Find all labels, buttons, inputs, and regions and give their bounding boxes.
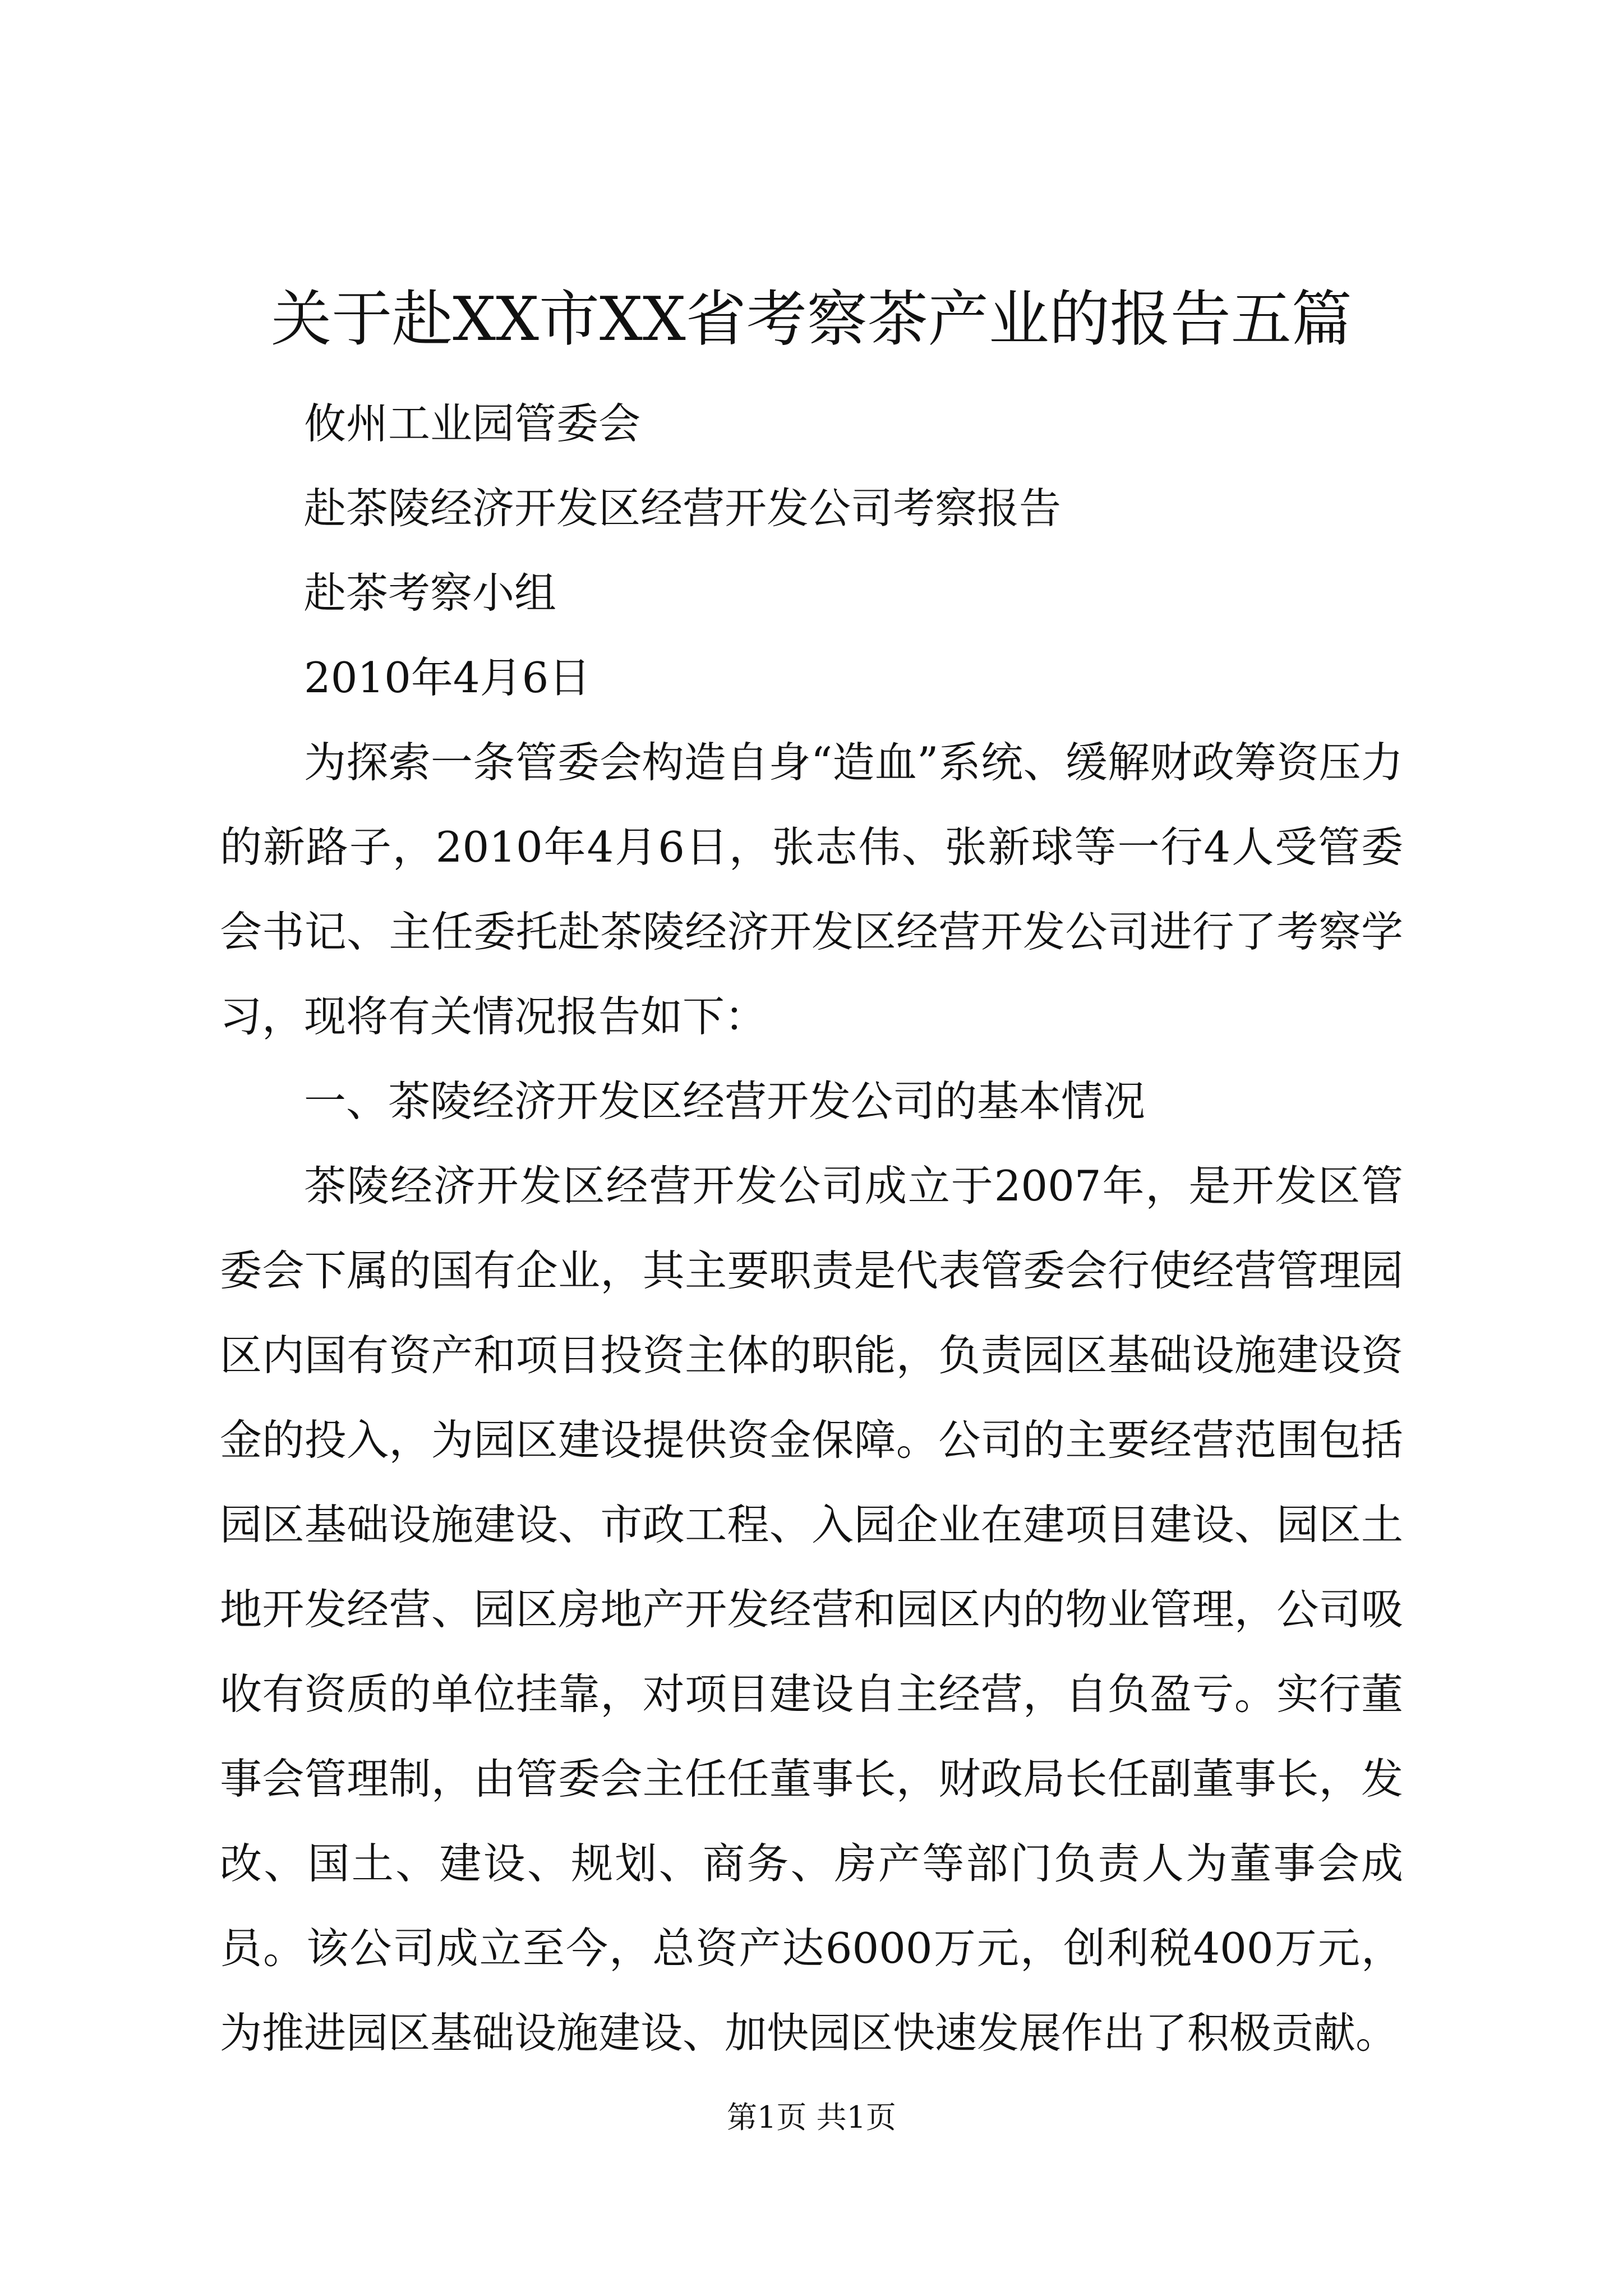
document-title: 关于赴XX市XX省考察茶产业的报告五篇 <box>271 284 1352 355</box>
paragraph-company-overview: 茶陵经济开发区经营开发公司成立于2007年，是开发区管委会下属的国有企业，其主要职责是代表管委会行使经营管理园区内国有资产和项目投资主体的职能，负责园区基础设施建设资金的投入，为园区建设提供资金保障。公司的主要经营范围包括园区基础设施建设、市政工程、入园企业在建项目建设、园区土地开发经营、园区房地产开发经营和园区内的物业管理，公司吸收有资质的单位挂靠，对项目建设自主经营，自负盈亏。实行董事会管理制，由管委会主任任董事长，财政局长任副董事长，发改、国土、建设、规划、商务、房产等部门负责人为董事会成员。该公司成立至今，总资产达6000万元，创利税400万元，为推进园区基础设施建设、加快园区快速发展作出了积极贡献。 <box>220 1161 1403 2058</box>
section-heading-1: 一、茶陵经济开发区经营开发公司的基本情况 <box>304 1076 1146 1126</box>
paragraph-intro: 为探索一条管委会构造自身“造血”系统、缓解财政筹资压力的新路子，2010年4月6日，张志伟、张新球等一行4人受管委会书记、主任委托赴茶陵经济开发区经营开发公司进行了考察学习，现将有关情况报告如下： <box>220 738 1403 1041</box>
header-line-group: 赴茶考察小组 <box>304 568 557 618</box>
header-line-date: 2010年4月6日 <box>304 653 591 702</box>
document-body <box>220 381 1403 2076</box>
header-line-report-title: 赴茶陵经济开发区经营开发公司考察报告 <box>304 484 1062 533</box>
header-line-organization: 攸州工业园管委会 <box>304 399 641 448</box>
page-footer: 第1页 共1页 <box>727 2100 896 2135</box>
